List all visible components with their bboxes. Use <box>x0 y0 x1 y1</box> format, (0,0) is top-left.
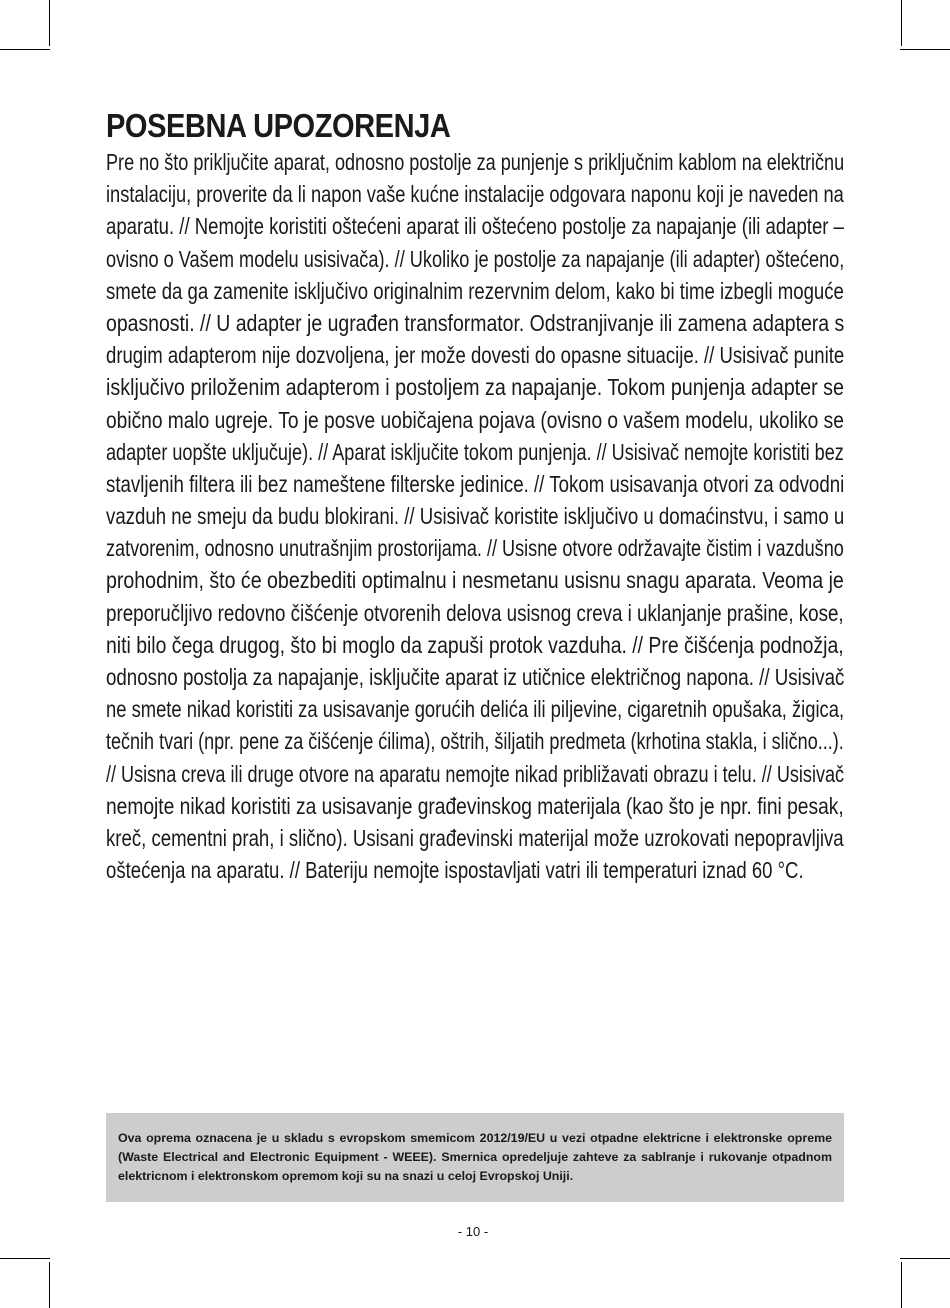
body-line: stavljenih filtera ili bez nameštene filterske jedinice. // Tokom usisavanja otvori za odvodni <box>106 470 845 497</box>
body-line: nemojte nikad koristiti za usisavanje građevinskog materijala (kao što je npr. fini pesak, <box>106 792 844 819</box>
warnings-body <box>106 146 844 886</box>
crop-mark <box>49 1262 50 1308</box>
body-line: opasnosti. // U adapter je ugrađen transformator. Odstranjivanje ili zamena adaptera s <box>106 309 845 336</box>
body-line: tečnih tvari (npr. pene za čišćenje ćilima), oštrih, šiljatih predmeta (krhotina stakla, i slično...). <box>106 728 844 755</box>
body-line: oštećenja na aparatu. // Bateriju nemojte ispostavljati vatri ili temperaturi iznad 60 °C. <box>106 857 804 884</box>
body-line: preporučljivo redovno čišćenje otvorenih delova usisnog creva i uklanjanje prašine, kose, <box>106 599 844 626</box>
weee-notice-text: Ova oprema oznacena je u skladu s evropskom smemicom 2012/19/EU u vezi otpadne elektricne i elektronske opreme (Waste Electrical and Electronic Equipment - WEEE). Smernica opredeljuje zahteve za sablranje i rukovanje otpadnom elektricnom i elektronskom opremom koji su na snazi u celoj Evropskoj Uniji. <box>118 1131 832 1183</box>
crop-mark <box>0 1258 50 1259</box>
body-line: Pre no što priključite aparat, odnosno postolje za punjenje s priključnim kablom na električnu <box>106 149 845 175</box>
body-line: ne smete nikad koristiti za usisavanje gorućih delića ili piljevine, cigaretnih opušaka, žigica, <box>106 696 845 723</box>
body-line: vazduh ne smeju da budu blokirani. // Usisivač koristite isključivo u domaćinstvu, i samo u <box>106 503 845 530</box>
body-line: odnosno postolja za napajanje, isključite aparat iz utičnice električnog napona. // Usisivač <box>106 664 845 690</box>
crop-mark <box>901 1262 902 1308</box>
crop-mark <box>49 0 50 46</box>
body-line: zatvorenim, odnosno unutrašnjim prostorijama. // Usisne otvore održavajte čistim i vazdušno <box>106 535 844 562</box>
crop-mark <box>900 1258 950 1259</box>
weee-notice-box <box>106 1113 844 1202</box>
body-line: isključivo priloženim adapterom i postoljem za napajanje. Tokom punjenja adapter se <box>106 374 844 401</box>
crop-mark <box>901 0 902 46</box>
crop-mark <box>0 49 50 50</box>
page-title: POSEBNA UPOZORENJA <box>106 107 451 144</box>
body-line: adapter uopšte uključuje). // Aparat isključite tokom punjenja. // Usisivač nemojte koristiti bez <box>106 438 844 465</box>
crop-mark <box>900 49 950 50</box>
body-line: prohodnim, što će obezbediti optimalnu i nesmetanu usisnu snagu aparata. Veoma je <box>106 567 844 594</box>
body-line: instalaciju, proverite da li napon vaše kućne instalacije odgovara naponu koji je naveden na <box>106 181 844 208</box>
body-line: ovisno o Vašem modelu usisivača). // Ukoliko je postolje za napajanje (ili adapter) oštećeno, <box>106 245 845 272</box>
body-line: niti bilo čega drugog, što bi moglo da zapuši protok vazduha. // Pre čišćenja podnožja, <box>106 631 844 658</box>
page-number <box>0 1224 948 1239</box>
body-line: drugim adapterom nije dozvoljena, jer može dovesti do opasne situacije. // Usisivač punite <box>106 342 845 369</box>
body-line: kreč, cementni prah, i slično). Usisani građevinski materijal može uzrokovati nepopravljiva <box>106 824 844 851</box>
body-line: obično malo ugreje. To je posve uobičajena pojava (ovisno o vašem modelu, ukoliko se <box>106 406 844 433</box>
body-line: aparatu. // Nemojte koristiti oštećeni aparat ili oštećeno postolje za napajanje (ili adapter – <box>106 213 844 240</box>
body-line: // Usisna creva ili druge otvore na aparatu nemojte nikad približavati obrazu i telu. // Usisivač <box>106 760 845 787</box>
page-number-text: - 10 - <box>457 1224 489 1239</box>
body-line: smete da ga zamenite isključivo originalnim rezervnim delom, kako bi time izbegli moguće <box>106 277 844 304</box>
